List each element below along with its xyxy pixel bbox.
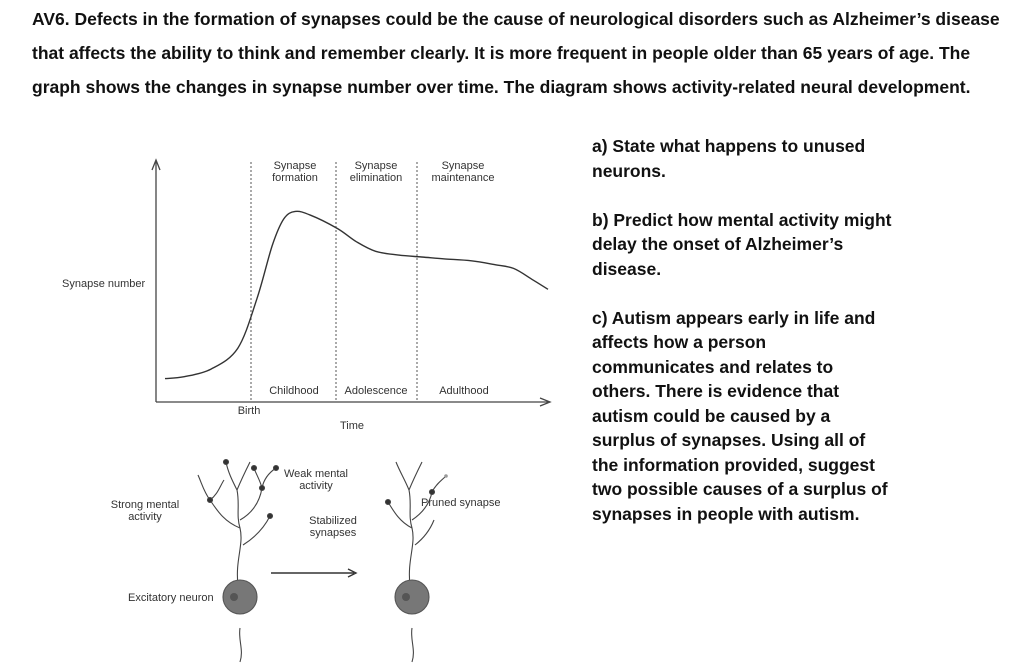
- weak-activity-label: [284, 468, 348, 492]
- label-line: Stabilized: [309, 515, 357, 527]
- synapse-curve: [165, 211, 548, 378]
- right-nucleus: [402, 593, 410, 601]
- phase-elimination-label: [350, 160, 403, 184]
- question-part-b: b) Predict how mental activity might delay the onset of Alzheimer’s disease.: [592, 209, 892, 279]
- question-part-a: a) State what happens to unused neurons.: [592, 136, 866, 181]
- question-parts: [592, 134, 892, 551]
- right-synapse-dot: [430, 490, 435, 495]
- left-neuron-body: [223, 580, 257, 614]
- stabilized-synapses-label: [309, 515, 357, 539]
- birth-label: Birth: [237, 405, 261, 417]
- left-synapse-dot: [268, 514, 273, 519]
- x-axis-label: Time: [339, 420, 365, 432]
- label-line: Strong mental: [110, 499, 180, 511]
- label-line: Weak mental: [284, 468, 348, 480]
- period-childhood: Childhood: [269, 385, 319, 397]
- left-synapse-dot: [260, 486, 265, 491]
- synapse-graph: [62, 160, 550, 432]
- left-synapse-dot: [208, 498, 213, 503]
- label-line: Synapse: [354, 160, 398, 172]
- left-synapse-dot: [252, 466, 257, 471]
- left-synapse-dot: [274, 466, 279, 471]
- right-synapse-dot: [386, 500, 391, 505]
- left-synapse-dot: [224, 460, 229, 465]
- label-line: Synapse: [273, 160, 317, 172]
- right-neuron-body: [395, 580, 429, 614]
- phase-maintenance-label: [432, 160, 495, 184]
- left-nucleus: [230, 593, 238, 601]
- excitatory-neuron-label: Excitatory neuron: [128, 592, 214, 604]
- figure: [50, 150, 560, 670]
- pruned-synapse-mark: [444, 474, 448, 478]
- question-intro: AV6. Defects in the formation of synapses could be the cause of neurological disorders such as Alzheimer’s disease that affects the ability to think and remember clearly. It is more frequent in people older than 65 years of age. The graph shows the changes in synapse number over time. The diagram shows activity-related neural development.: [32, 9, 1000, 97]
- strong-activity-label: [111, 499, 179, 523]
- neuron-right: [386, 462, 448, 662]
- label-line: synapses: [309, 527, 357, 539]
- label-line: elimination: [349, 172, 403, 184]
- question-part-c: c) Autism appears early in life and affects how a person communicates and relates to others. There is evidence that autism could be caused by a surplus of synapses. Using all of the information provided, suggest two possible causes of a surplus of synapses in people with autism.: [592, 307, 888, 524]
- label-line: maintenance: [431, 172, 495, 184]
- label-line: formation: [272, 172, 318, 184]
- phase-formation-label: [272, 160, 318, 184]
- diagram-labels: [111, 468, 501, 604]
- period-adolescence: Adolescence: [344, 385, 408, 397]
- label-line: activity: [299, 480, 333, 492]
- pruned-synapse-label: Pruned synapse: [421, 497, 501, 509]
- neuron-left: [198, 460, 279, 663]
- label-line: Synapse: [441, 160, 485, 172]
- period-adulthood: Adulthood: [439, 385, 489, 397]
- label-line: activity: [128, 511, 162, 523]
- y-axis-label: Synapse number: [62, 278, 146, 290]
